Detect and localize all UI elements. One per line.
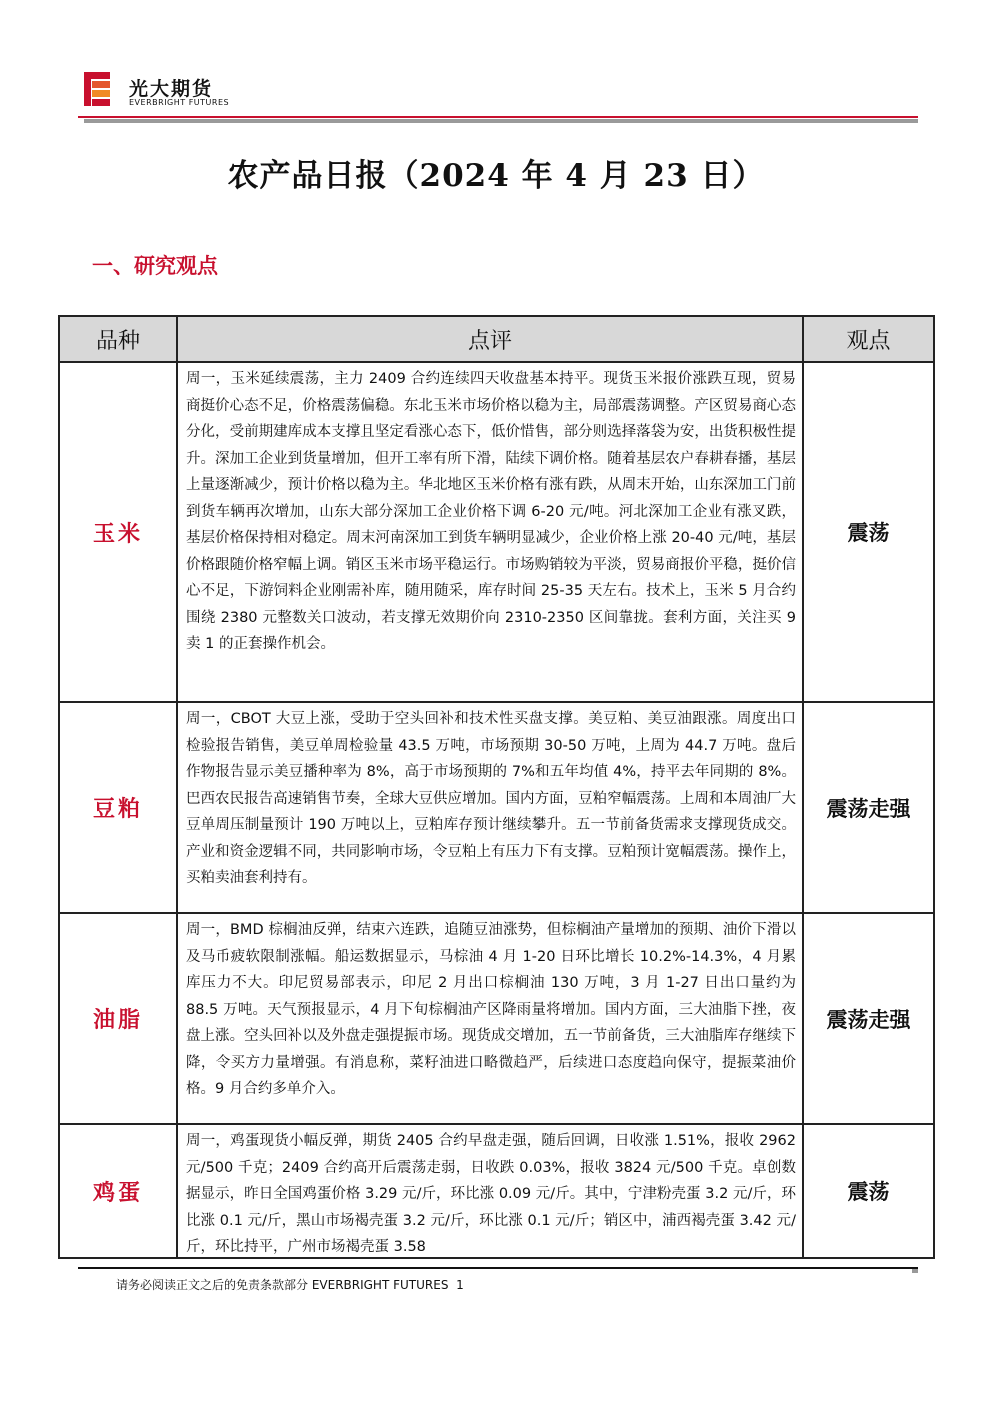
product-name: 玉米 xyxy=(59,362,177,702)
header-rule-shadow xyxy=(84,119,918,123)
page-footer xyxy=(116,1276,464,1293)
header-comment: 点评 xyxy=(177,316,803,362)
report-title: 农产品日报（2024 年 4 月 23 日） xyxy=(227,158,765,194)
header-view: 观点 xyxy=(803,316,934,362)
product-comment: 周一，玉米延续震荡，主力 2409 合约连续四天收盘基本持平。现货玉米报价涨跌互现，贸易商挺价心态不足，价格震荡偏稳。东北玉米市场价格以稳为主，局部震荡调整。产区贸易商心态分化，受前期建库成本支撑且坚定看涨心态下，低价惜售，部分则选择落袋为安，出货积极性提升。深加工企业到货量增加，但开工率有所下滑，陆续下调价格。随着基层农户春耕春播，基层上量逐渐减少，预计价格以稳为主。华北地区玉米价格有涨有跌，从周末开始，山东深加工门前到货车辆再次增加，山东大部分深加工企业价格下调 6-20 元/吨。河北深加工企业有涨叉跌，基层价格保持相对稳定。周末河南深加工到货车辆明显减少，企业价格上涨 20-40 元/吨，基层价格跟随价格窄幅上调。销区玉米市场平稳运行。市场购销较为平淡，贸易商报价平稳，挺价信心不足，下游饲料企业刚需补库，随用随采，库存时间 25-35 天左右。技术上，玉米 5 月合约围绕 2380 元整数关口波动，若支撑无效期价向 2310-2350 区间靠拢。套利方面，关注买 9 卖 1 的正套操作机会。 xyxy=(177,362,803,702)
table-row xyxy=(59,702,934,913)
header-product: 品种 xyxy=(59,316,177,362)
product-view: 震荡走强 xyxy=(803,913,934,1124)
product-name: 鸡蛋 xyxy=(59,1124,177,1258)
product-comment xyxy=(177,1124,803,1258)
footer-rule-shadow xyxy=(912,1269,918,1273)
product-comment: 周一，CBOT 大豆上涨，受助于空头回补和技术性买盘支撑。美豆粕、美豆油跟涨。周度出口检验报告销售，美豆单周检验量 43.5 万吨，市场预期 30-50 万吨，上周为 44.7 万吨。盘后作物报告显示美豆播种率为 8%，高于市场预期的 7%和五年均值 4%，持平去年同期的 8%。巴西农民报告高速销售节奏，全球大豆供应增加。国内方面，豆粕窄幅震荡。上周和本周油厂大豆单周压制量预计 190 万吨以上，豆粕库存预计继续攀升。五一节前备货需求支撑现货成交。产业和资金逻辑不同，共同影响市场，令豆粕上有压力下有支撑。豆粕预计宽幅震荡。操作上，买粕卖油套利持有。 xyxy=(177,702,803,913)
logo-english-name: EVERBRIGHT FUTURES xyxy=(129,98,230,107)
product-name: 油脂 xyxy=(59,913,177,1124)
logo-chinese-name: 光大期货 xyxy=(129,78,214,100)
product-name: 豆粕 xyxy=(59,702,177,913)
disclaimer-text: 请务必阅读正文之后的免责条款部分 EVERBRIGHT FUTURES xyxy=(116,1278,449,1292)
footer-rule xyxy=(78,1267,918,1269)
product-view: 震荡 xyxy=(803,1124,934,1258)
section-title: 一、研究观点 xyxy=(92,254,218,278)
table-row xyxy=(59,1124,934,1258)
table-row xyxy=(59,913,934,1124)
product-view: 震荡 xyxy=(803,362,934,702)
table-row xyxy=(59,362,934,702)
page-number: 1 xyxy=(456,1278,464,1292)
everbright-logo-icon xyxy=(84,72,110,106)
header-rule xyxy=(78,116,918,118)
product-view: 震荡走强 xyxy=(803,702,934,913)
research-view-table xyxy=(58,315,935,1259)
product-comment: 周一，BMD 棕榈油反弹，结束六连跌，追随豆油涨势，但棕榈油产量增加的预期、油价下滑以及马币疲软限制涨幅。船运数据显示，马棕油 4 月 1-20 日环比增长 10.2%-14.3%，4 月累库压力不大。印尼贸易部表示，印尼 2 月出口棕榈油 130 万吨，3 月 1-27 日出口量约为 88.5 万吨。天气预报显示，4 月下旬棕榈油产区降雨量将增加。国内方面，三大油脂下挫，夜盘上涨。空头回补以及外盘走强提振市场。现货成交增加，五一节前备货，三大油脂库存继续下降，令买方力量增强。有消息称，菜籽油进口略微趋严，后续进口态度趋向保守，提振菜油价格。9 月合约多单介入。 xyxy=(177,913,803,1124)
product-comment-text: 周一，鸡蛋现货小幅反弹，期货 2405 合约早盘走强，随后回调，日收涨 1.51%，报收 2962 元/500 千克；2409 合约高开后震荡走弱，日收跌 0.03%，报收 3824 元/500 千克。卓创数据显示，昨日全国鸡蛋价格 3.29 元/斤，环比涨 0.09 元/斤。其中，宁津粉壳蛋 3.2 元/斤，环比涨 0.1 元/斤，黑山市场褐壳蛋 3.2 元/斤，环比涨 0.1 元/斤；销区中，浦西褐壳蛋 3.42 元/斤，环比持平，广州市场褐壳蛋 3.58 xyxy=(186,1133,796,1255)
table-header-row xyxy=(59,316,934,362)
